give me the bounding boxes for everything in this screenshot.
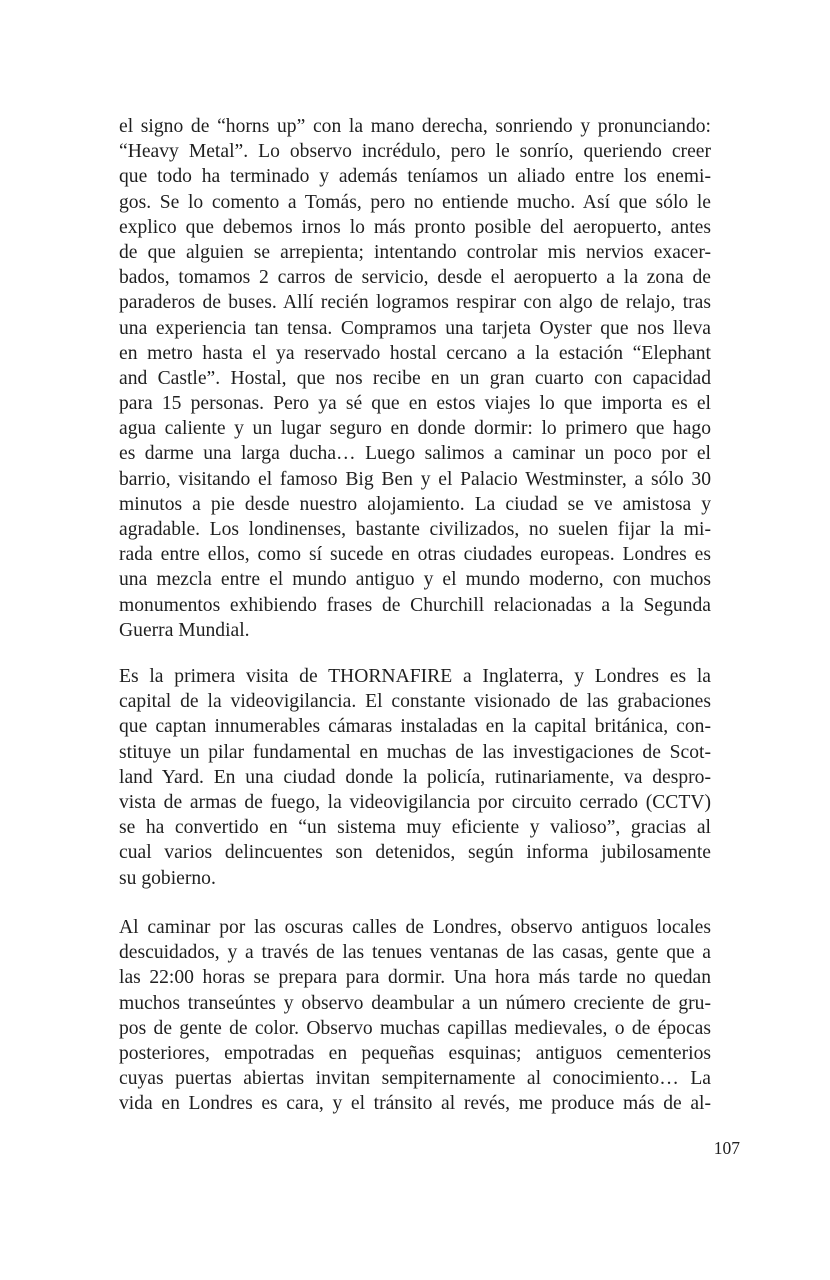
text-line: se ha convertido en “un sistema muy eficiente y valioso”, gracias al [119, 817, 711, 839]
text-line: vida en Londres es cara, y el tránsito al revés, me produce más de al- [119, 1093, 711, 1115]
text-line: monumentos exhibiendo frases de Churchill relacionadas a la Segunda [119, 594, 711, 616]
text-line: capital de la videovigilancia. El constante visionado de las grabaciones [119, 691, 711, 713]
text-line: agua caliente y un lugar seguro en donde dormir: lo primero que hago [119, 418, 711, 440]
text-line: “Heavy Metal”. Lo observo incrédulo, pero le sonrío, queriendo creer [119, 141, 711, 163]
text-line: vista de armas de fuego, la videovigilancia por circuito cerrado (CCTV) [119, 791, 711, 813]
text-line: Al caminar por las oscuras calles de Londres, observo antiguos locales [119, 917, 711, 938]
text-line: minutos a pie desde nuestro alojamiento. La ciudad se ve amistosa y [119, 493, 711, 515]
text-line: explico que debemos irnos lo más pronto posible del aeropuerto, antes [119, 216, 711, 238]
text-line: paraderos de buses. Allí recién logramos respirar con algo de relajo, tras [119, 292, 711, 314]
text-line: agradable. Los londinenses, bastante civilizados, no suelen fijar la mi- [119, 519, 711, 540]
text-line: bados, tomamos 2 carros de servicio, desde el aeropuerto a la zona de [119, 267, 711, 289]
text-line: muchos transeúntes y observo deambular a un número creciente de gru- [119, 992, 711, 1014]
paragraph-1 [119, 114, 711, 643]
text-line: Es la primera visita de THORNAFIRE a Inglaterra, y Londres es la [119, 666, 711, 687]
text-line: posteriores, empotradas en pequeñas esquinas; antiguos cementerios [119, 1042, 711, 1064]
paragraph-2 [119, 664, 711, 891]
text-line: el signo de “horns up” con la mano derecha, sonriendo y pronunciando: [119, 116, 711, 137]
text-line: en metro hasta el ya reservado hostal cercano a la estación “Elephant [119, 342, 711, 364]
text-line: que todo ha terminado y además teníamos un aliado entre los enemi- [119, 166, 711, 188]
text-line: para 15 personas. Pero ya sé que en estos viajes lo que importa es el [119, 393, 711, 415]
text-line: land Yard. En una ciudad donde la policía, rutinariamente, va despro- [119, 766, 711, 788]
paragraph-3 [119, 915, 711, 1117]
text-line: pos de gente de color. Observo muchas capillas medievales, o de épocas [119, 1017, 711, 1039]
text-line: Guerra Mundial. [119, 619, 250, 641]
text-line: rada entre ellos, como sí sucede en otras ciudades europeas. Londres es [119, 544, 711, 566]
text-line: una mezcla entre el mundo antiguo y el mundo moderno, con muchos [119, 569, 711, 591]
text-line: cual varios delincuentes son detenidos, según informa jubilosamente [119, 842, 711, 864]
text-line: una experiencia tan tensa. Compramos una tarjeta Oyster que nos lleva [119, 317, 711, 339]
text-line: cuyas puertas abiertas invitan sempiternamente al conocimiento… La [119, 1068, 711, 1090]
text-line: descuidados, y a través de las tenues ventanas de las casas, gente que a [119, 942, 711, 964]
text-line: barrio, visitando el famoso Big Ben y el Palacio Westminster, a sólo 30 [119, 468, 711, 490]
text-line: es darme una larga ducha… Luego salimos a caminar un poco por el [119, 443, 711, 465]
text-line: su gobierno. [119, 867, 216, 889]
text-line: las 22:00 horas se prepara para dormir. Una hora más tarde no quedan [119, 967, 711, 989]
text-line: gos. Se lo comento a Tomás, pero no entiende mucho. Así que sólo le [119, 191, 711, 213]
text-line: que captan innumerables cámaras instaladas en la capital británica, con- [119, 716, 711, 738]
text-line: and Castle”. Hostal, que nos recibe en un gran cuarto con capacidad [119, 367, 711, 389]
text-line: stituye un pilar fundamental en muchas de las investigaciones de Scot- [119, 741, 711, 763]
page-number: 107 [713, 1138, 740, 1158]
text-line: de que alguien se arrepienta; intentando controlar mis nervios exacer- [119, 241, 711, 263]
